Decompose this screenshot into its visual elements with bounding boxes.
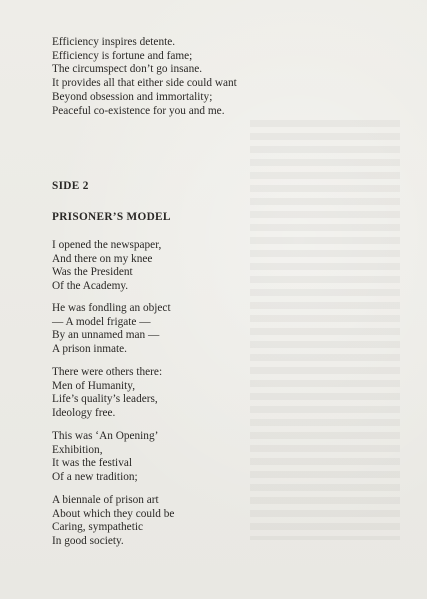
poem-line: Ideology free. — [52, 407, 116, 420]
poem-line: Of the Academy. — [52, 280, 129, 293]
poem-line: A biennale of prison art — [52, 494, 159, 506]
poem-line: About which they could be — [52, 507, 175, 520]
poem-line: And there on my knee — [52, 252, 153, 265]
show-through-texture — [250, 120, 400, 540]
poem-line: Efficiency is fortune and fame; — [52, 49, 193, 62]
poem-line: Men of Humanity, — [52, 379, 136, 392]
poem-stanza-4 — [52, 430, 158, 485]
poem-stanza-3 — [52, 366, 162, 421]
opening-stanza — [52, 36, 237, 118]
poem-stanza-1 — [52, 239, 161, 294]
poem-line: In good society. — [52, 535, 124, 548]
poem-line: This was ‘An Opening’ — [52, 430, 159, 442]
poem-line: — A model frigate — — [52, 315, 151, 328]
poem-line: Caring, sympathetic — [52, 521, 143, 534]
poem-line: By an unnamed man — — [52, 329, 160, 342]
poem-line: There were others there: — [52, 366, 163, 378]
poem-stanza-2 — [52, 302, 171, 357]
poem-line: Exhibition, — [52, 443, 103, 456]
poem-line: A prison inmate. — [52, 343, 127, 356]
side-heading: SIDE 2 — [52, 180, 89, 192]
poem-line: It provides all that either side could want — [52, 77, 237, 90]
poem-line: Beyond obsession and immortality; — [52, 90, 213, 103]
poem-line: The circumspect don’t go insane. — [52, 63, 203, 76]
poem-stanza-5 — [52, 494, 174, 549]
poem-line: Life’s quality’s leaders, — [52, 393, 158, 406]
poem-line: It was the festival — [52, 457, 132, 470]
poem-title: PRISONER’S MODEL — [52, 211, 171, 223]
poem-line: Of a new tradition; — [52, 471, 138, 484]
poem-line: Was the President — [52, 266, 133, 279]
poem-line: I opened the newspaper, — [52, 239, 162, 251]
poem-line: He was fondling an object — [52, 302, 171, 314]
poem-line: Efficiency inspires detente. — [52, 36, 176, 48]
poem-line: Peaceful co-existence for you and me. — [52, 104, 225, 117]
